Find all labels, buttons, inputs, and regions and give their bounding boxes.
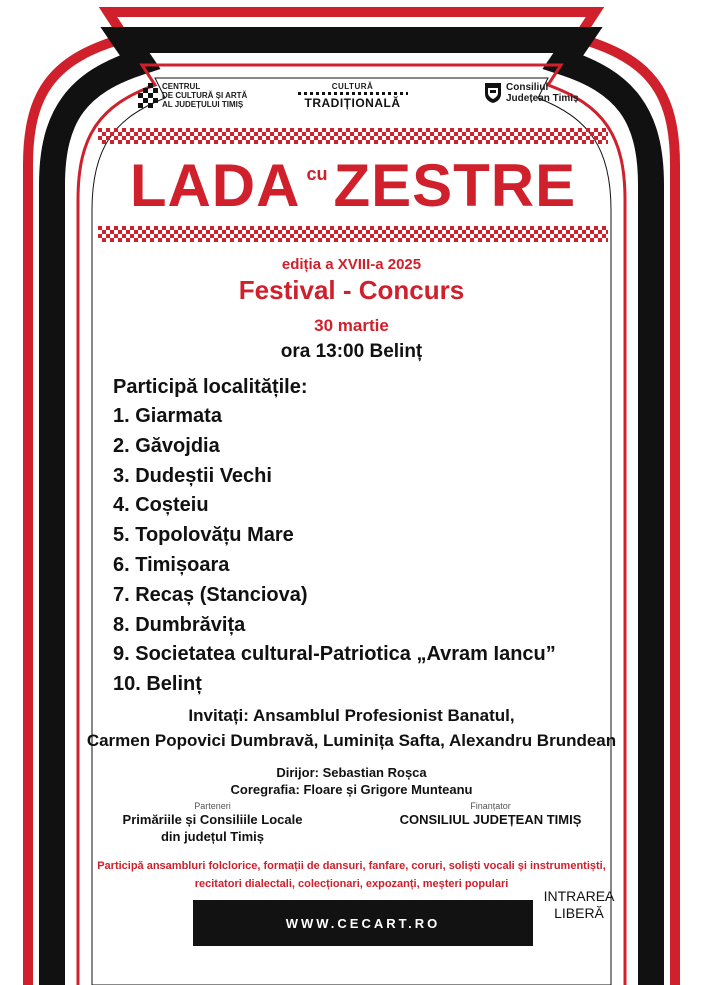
title-zestre: ZESTRE [333,152,577,219]
title-cu: cu [306,163,328,184]
free-entry-badge [534,888,624,922]
cecart-logo [138,82,247,109]
credits-block [0,764,703,798]
cecart-line-3: AL JUDEȚULUI TIMIȘ [162,100,244,109]
list-item: 4. Coșteiu [113,494,209,517]
cecart-line-2: DE CULTURĂ ȘI ARTĂ [162,91,248,100]
cjt-line-1: Consiliul [506,82,549,93]
partners-line-1: Primăriile și Consiliile Locale [122,812,303,827]
list-item: 2. Găvojdia [113,434,220,457]
note-line-1: Participă ansambluri folclorice, formații de dansuri, fanfare, coruri, soliști vocali și instrumentiști, [97,860,606,872]
partners-block [100,801,325,845]
guests-line-1: Invitați: Ansamblul Profesionist Banatul, [188,706,515,725]
pattern-line-icon [298,92,408,95]
entry-line-2: LIBERĂ [554,905,604,921]
conductor-line: Dirijor: Sebastian Roșca [276,765,427,780]
event-time-place: ora 13:00 Belinț [280,341,423,362]
funder-label: Finanțator [470,801,511,811]
website-link[interactable]: WWW.CECART.RO [285,915,441,931]
list-item: 10. Belinț [113,673,202,696]
folk-pattern-band-bottom [98,226,608,242]
list-item: 8. Dumbrăvița [113,613,246,636]
festival-subtitle: Festival - Concurs [238,275,465,305]
festival-title [98,154,608,218]
list-item: 9. Societatea cultural-Patriotica „Avram Iancu” [113,643,556,666]
funder-name: CONSILIUL JUDEȚEAN TIMIȘ [399,812,582,827]
list-item: 1. Giarmata [113,405,222,427]
cecart-logo-text [162,82,247,109]
guests-line-2: Carmen Popovici Dumbravă, Luminița Safta, Alexandru Brundean [86,731,617,750]
guests-block [0,703,703,753]
list-item: 7. Recaș (Stanciova) [113,583,308,606]
edition-text: ediția a XVIII-a 2025 [281,256,422,273]
cecart-line-1: CENTRUL [162,82,201,91]
coat-of-arms-icon [484,82,502,104]
folk-pattern-band-top [98,128,608,144]
note-line-2: recitatori dialectali, colecționari, expozanți, meșteri populari [194,878,509,890]
list-item: 6. Timișoara [113,553,230,576]
cjt-logo [484,82,579,104]
cjt-logo-text [506,82,579,104]
entry-line-1: INTRAREA [543,888,615,904]
participants-heading: Participă localitățile: [113,376,308,398]
list-item: 5. Topolovățu Mare [113,524,294,547]
participants-list [113,372,556,700]
cjt-line-2: Județean Timiș [506,93,579,104]
partners-line-2: din județul Timiș [160,829,265,844]
list-item: 3. Dudeștii Vechi [113,464,272,487]
funder-block [378,801,603,828]
partners-label: Parteneri [194,801,231,811]
event-date: 30 martie [314,316,389,335]
footer-bar [193,900,533,946]
choreography-line: Coregrafia: Floare și Grigore Munteanu [230,782,473,797]
checker-logo-icon [138,83,158,109]
traditionala-label: TRADIȚIONALĂ [304,96,401,110]
cultura-traditionala-logo [290,82,415,110]
title-lada: LADA [129,152,301,219]
cultura-label: CULTURĂ [331,82,374,91]
